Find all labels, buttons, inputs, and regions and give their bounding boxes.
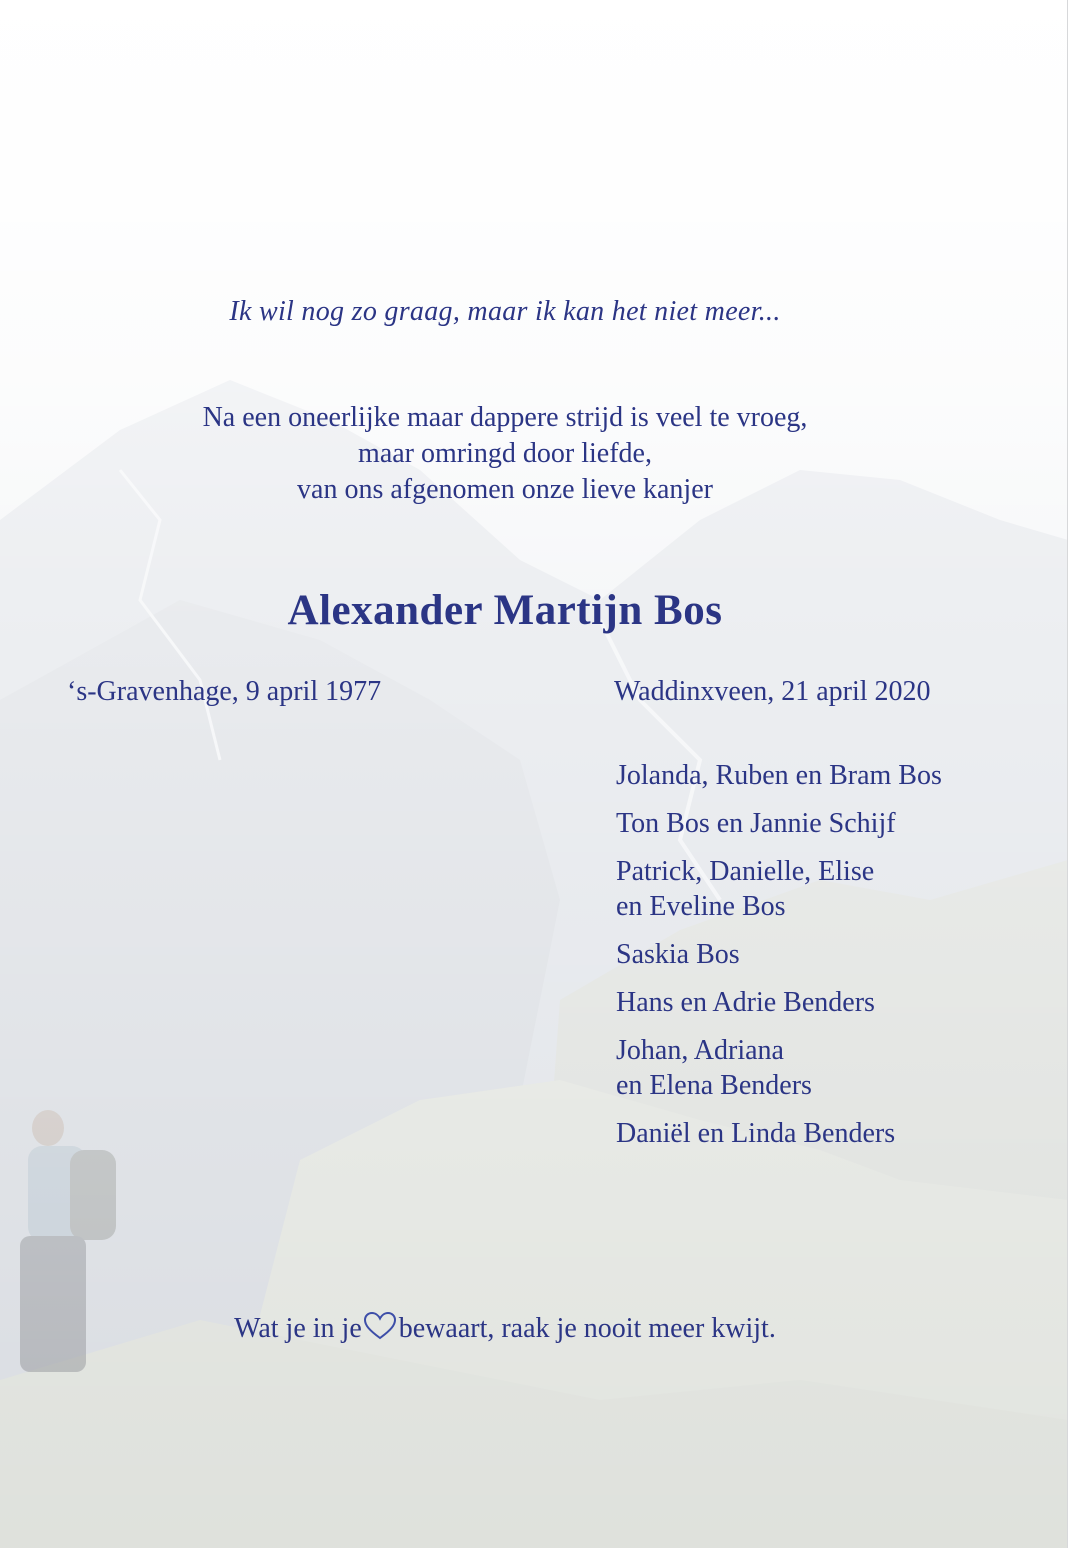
- intro-line: van ons afgenomen onze lieve kanjer: [297, 474, 713, 505]
- birth-place-date: ‘s-Gravenhage, 9 april 1977: [67, 676, 382, 707]
- family-entry-line: en Eveline Bos: [616, 891, 786, 922]
- intro-line: maar omringd door liefde,: [358, 438, 652, 469]
- family-entry: [616, 806, 1036, 841]
- page-edge: [1067, 0, 1077, 1548]
- family-entry-line: Daniël en Linda Benders: [616, 1118, 896, 1149]
- family-entry-line: Patrick, Danielle, Elise: [616, 856, 875, 887]
- motto-before: Wat je in je: [234, 1313, 362, 1344]
- heart-outline-icon: [363, 1311, 397, 1341]
- family-entry-line: Saskia Bos: [616, 939, 740, 970]
- family-entry-line: Johan, Adriana: [616, 1035, 784, 1066]
- family-entry-line: Ton Bos en Jannie Schijf: [616, 808, 896, 839]
- closing-motto: [0, 1311, 1010, 1345]
- intro-text: [0, 400, 1010, 508]
- motto-after: bewaart, raak je nooit meer kwijt.: [398, 1313, 776, 1344]
- deceased-name: Alexander Martijn Bos: [287, 587, 723, 634]
- family-entry-line: Jolanda, Ruben en Bram Bos: [616, 760, 942, 791]
- intro-line: Na een oneerlijke maar dappere strijd is veel te vroeg,: [202, 402, 808, 433]
- family-entry-line: en Elena Benders: [616, 1070, 812, 1101]
- family-entry: [616, 937, 1036, 972]
- family-entry-line: Hans en Adrie Benders: [616, 987, 875, 1018]
- family-entry: [616, 854, 1036, 924]
- family-entry: [616, 758, 1036, 793]
- family-entry: [616, 1033, 1036, 1103]
- family-entry: [616, 985, 1036, 1020]
- opening-quote: Ik wil nog zo graag, maar ik kan het niet meer...: [229, 296, 781, 327]
- death-place-date: Waddinxveen, 21 april 2020: [614, 676, 931, 707]
- family-entry: [616, 1116, 1036, 1151]
- family-list: [616, 758, 1036, 1164]
